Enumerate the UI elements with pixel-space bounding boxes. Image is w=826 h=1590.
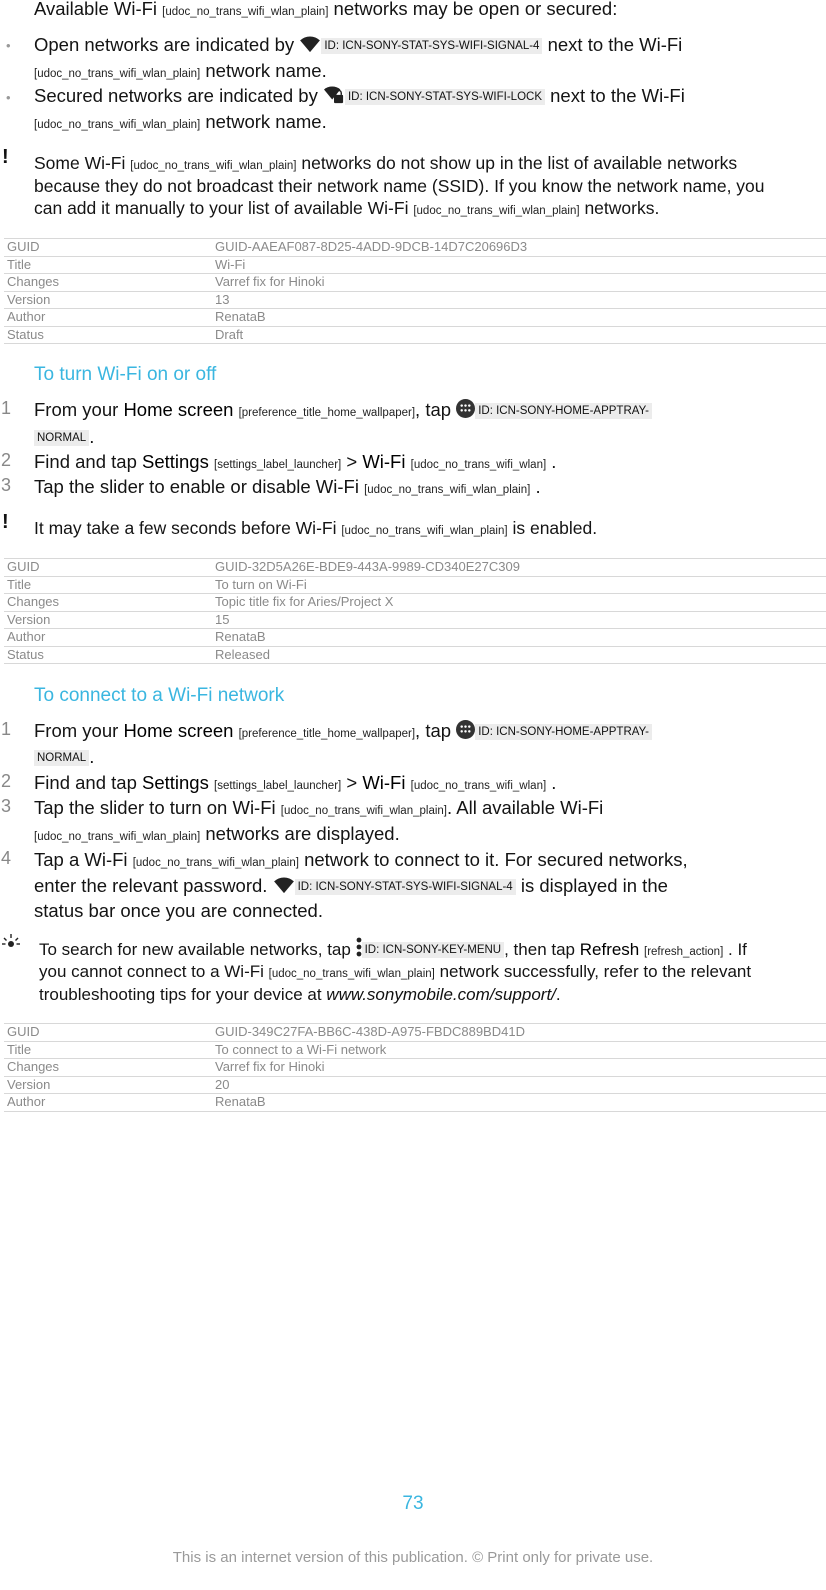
- metadata-table: [4, 558, 826, 664]
- icon-id-tag: ID: ICN-SONY-STAT-SYS-WIFI-SIGNAL-4: [295, 879, 516, 895]
- icon-id-tag: NORMAL: [34, 430, 89, 446]
- bullet-marker: •: [6, 90, 11, 105]
- step-4-cont2: status bar once you are connected.: [34, 900, 323, 921]
- exclamation-icon: !: [2, 511, 9, 533]
- bullet-secured-networks: Secured networks are indicated by ID: ICN-SONY-STAT-SYS-WIFI-LOCK next to the Wi-Fi: [34, 85, 685, 106]
- note-ssid-line2: because they do not broadcast their network name (SSID). If you know the network name, you: [34, 176, 765, 196]
- step-number: 4: [1, 848, 12, 868]
- wifi-signal-icon: [299, 35, 321, 53]
- step-3-cont: [udoc_no_trans_wifi_wlan_plain] networks are displayed.: [34, 823, 400, 844]
- step-number: 3: [1, 475, 12, 495]
- app-tray-icon: [456, 399, 475, 418]
- lightbulb-tip-icon: [2, 933, 20, 951]
- table-row: Version 20: [4, 1076, 826, 1094]
- step-1-cont: NORMAL .: [34, 425, 94, 449]
- table-row: Changes Varref fix for Hinoki: [4, 274, 826, 292]
- step-number: 3: [1, 796, 12, 816]
- icon-id-tag: ID: ICN-SONY-STAT-SYS-WIFI-LOCK: [345, 89, 545, 105]
- wifi-signal-icon: [273, 876, 295, 894]
- table-row: Changes Varref fix for Hinoki: [4, 1059, 826, 1077]
- step-2: Find and tap Settings [settings_label_launcher] > Wi-Fi [udoc_no_trans_wifi_wlan] .: [34, 772, 557, 793]
- support-link[interactable]: www.sonymobile.com/support/: [326, 985, 556, 1004]
- app-tray-icon: [456, 720, 475, 739]
- table-row: Author RenataB: [4, 629, 826, 647]
- bullet-secured-networks-cont: [udoc_no_trans_wifi_wlan_plain] network name.: [34, 111, 327, 132]
- table-row: Status Draft: [4, 326, 826, 344]
- step-3: Tap the slider to turn on Wi-Fi [udoc_no_trans_wifi_wlan_plain]. All available Wi-Fi: [34, 797, 604, 818]
- bullet-marker: •: [6, 38, 11, 53]
- bullet-open-networks-cont: [udoc_no_trans_wifi_wlan_plain] network name.: [34, 60, 327, 81]
- note-ssid-line3: can add it manually to your list of available Wi-Fi [udoc_no_trans_wifi_wlan_plain] networks.: [34, 198, 660, 218]
- section-title-turn-wifi: To turn Wi-Fi on or off: [34, 364, 217, 385]
- page-number: 73: [402, 1493, 424, 1514]
- step-4-cont: enter the relevant password. ID: ICN-SONY-STAT-SYS-WIFI-SIGNAL-4 is displayed in the: [34, 875, 668, 896]
- tip-line1: To search for new available networks, tap ID: ICN-SONY-KEY-MENU , then tap Refresh [refresh_action] . If: [39, 937, 747, 964]
- step-number: 2: [1, 450, 12, 470]
- table-row: Author RenataB: [4, 1094, 826, 1112]
- step-1: From your Home screen [preference_title_home_wallpaper], tap ID: ICN-SONY-HOME-APPTRAY-: [34, 398, 652, 425]
- table-row: Author RenataB: [4, 309, 826, 327]
- step-number: 1: [1, 719, 12, 739]
- table-row: Version 13: [4, 291, 826, 309]
- table-row: Title To turn on Wi-Fi: [4, 576, 826, 594]
- icon-id-tag: NORMAL: [34, 750, 89, 766]
- note-ssid-line1: Some Wi-Fi [udoc_no_trans_wifi_wlan_plain] networks do not show up in the list of available networks: [34, 153, 738, 173]
- step-4: Tap a Wi-Fi [udoc_no_trans_wifi_wlan_plain] network to connect to it. For secured networks,: [34, 849, 688, 870]
- step-1: From your Home screen [preference_title_home_wallpaper], tap ID: ICN-SONY-HOME-APPTRAY-: [34, 719, 652, 746]
- bullet-open-networks: Open networks are indicated by ID: ICN-SONY-STAT-SYS-WIFI-SIGNAL-4 next to the Wi-Fi: [34, 34, 683, 55]
- table-row: GUID GUID-AAEAF087-8D25-4ADD-9DCB-14D7C20696D3: [4, 239, 826, 257]
- intro-line: Available Wi-Fi [udoc_no_trans_wifi_wlan_plain] networks may be open or secured:: [34, 0, 618, 19]
- icon-id-tag: ID: ICN-SONY-STAT-SYS-WIFI-SIGNAL-4: [321, 38, 542, 54]
- icon-id-tag: ID: ICN-SONY-HOME-APPTRAY-: [475, 724, 652, 740]
- note-wifi-enable: It may take a few seconds before Wi-Fi [udoc_no_trans_wifi_wlan_plain] is enabled.: [34, 518, 598, 538]
- section-title-connect-wifi: To connect to a Wi-Fi network: [34, 685, 285, 706]
- tip-line3: troubleshooting tips for your device at www.sonymobile.com/support/.: [39, 985, 561, 1004]
- table-row: GUID GUID-32D5A26E-BDE9-443A-9989-CD340E27C309: [4, 559, 826, 577]
- footer-note: This is an internet version of this publication. © Print only for private use.: [172, 1549, 654, 1566]
- metadata-table: [4, 1023, 826, 1112]
- wifi-lock-icon: [323, 84, 345, 104]
- step-number: 2: [1, 771, 12, 791]
- icon-id-tag: ID: ICN-SONY-KEY-MENU: [362, 942, 505, 958]
- exclamation-icon: !: [2, 146, 9, 168]
- table-row: Status Released: [4, 646, 826, 664]
- step-3: Tap the slider to enable or disable Wi-Fi [udoc_no_trans_wifi_wlan_plain] .: [34, 476, 541, 497]
- step-number: 1: [1, 398, 12, 418]
- tip-line2: you cannot connect to a Wi-Fi [udoc_no_trans_wifi_wlan_plain] network successfully, refer to the relevant: [39, 962, 752, 981]
- step-2: Find and tap Settings [settings_label_launcher] > Wi-Fi [udoc_no_trans_wifi_wlan] .: [34, 451, 557, 472]
- table-row: Changes Topic title fix for Aries/Project X: [4, 594, 826, 612]
- step-1-cont: NORMAL .: [34, 745, 94, 769]
- icon-id-tag: ID: ICN-SONY-HOME-APPTRAY-: [475, 403, 652, 419]
- table-row: Title To connect to a Wi-Fi network: [4, 1041, 826, 1059]
- metadata-table: [4, 238, 826, 344]
- table-row: Version 15: [4, 611, 826, 629]
- table-row: GUID GUID-349C27FA-BB6C-438D-A975-FBDC889BD41D: [4, 1024, 826, 1042]
- table-row: Title Wi-Fi: [4, 256, 826, 274]
